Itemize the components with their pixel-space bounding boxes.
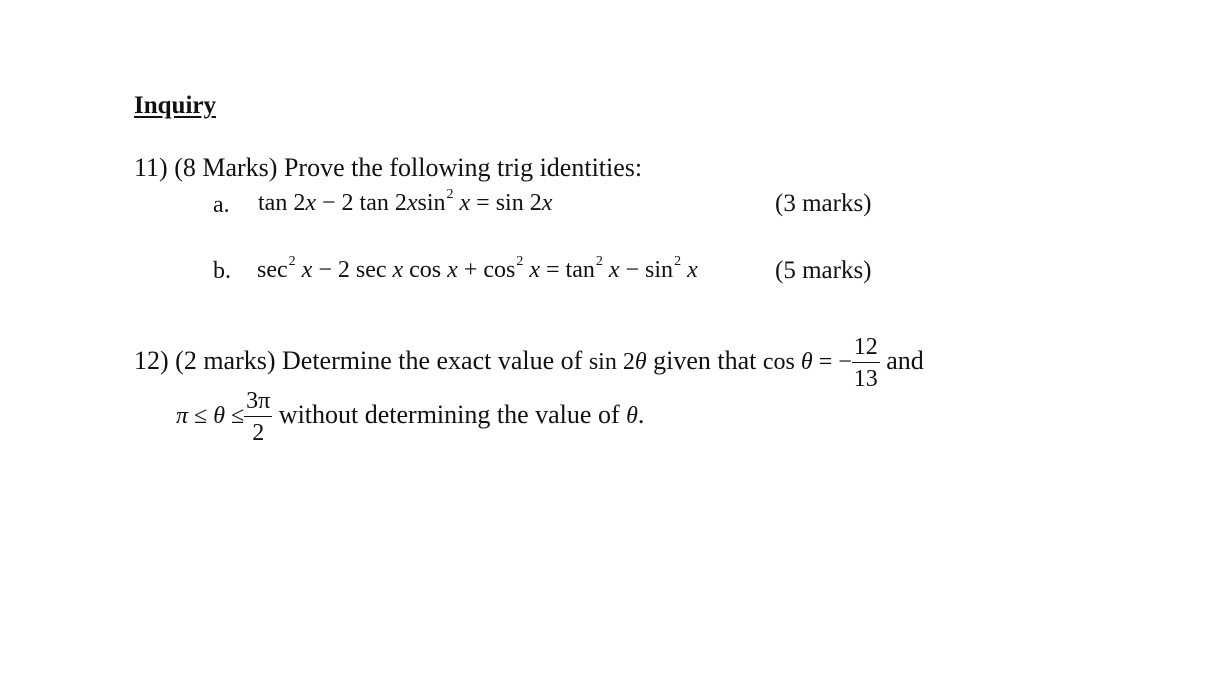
identity-b-var: x — [602, 257, 620, 283]
range-expression — [176, 403, 244, 429]
identity-a-var: x — [305, 190, 316, 216]
part-a-label: a. — [213, 192, 230, 218]
identity-b-text: + cos — [457, 257, 516, 283]
sin-expression-text: sin 2 — [588, 348, 635, 375]
cos-expression-text: cos — [762, 348, 801, 375]
identity-b-text: = tan — [540, 257, 595, 283]
cos-expression — [763, 349, 852, 375]
identity-b-var: x — [392, 257, 404, 283]
identity-a-text: − 2 tan 2 — [315, 190, 407, 216]
range-expression-text: ≤ — [225, 402, 245, 429]
range-fraction — [244, 389, 272, 445]
question-11-text: 11) (8 Marks) Prove the following trig identities: — [134, 153, 643, 182]
given-that-text: given that — [653, 345, 757, 375]
sin-expression — [589, 349, 647, 375]
cos-fraction-numerator: 12 — [852, 335, 880, 363]
range-expression-var: θ — [213, 402, 225, 429]
cos-expression-text: = − — [812, 348, 852, 375]
identity-a-var: x — [406, 190, 418, 216]
range-fraction-numerator: 3π — [244, 389, 272, 417]
identity-b-exponent: 2 — [674, 254, 682, 269]
section-heading: Inquiry — [134, 92, 216, 119]
part-b-label: b. — [213, 258, 231, 284]
and-text: and — [886, 345, 924, 375]
range-expression-text: ≤ — [188, 402, 214, 429]
question-12-prefix: 12) (2 marks) Determine the exact value of — [134, 345, 583, 375]
question-12-text — [134, 335, 924, 391]
identity-b-exponent: 2 — [516, 254, 524, 269]
identity-b-var: x — [295, 257, 313, 283]
part-a-marks: (3 marks) — [775, 190, 872, 217]
identity-a-text: = sin 2 — [470, 190, 542, 216]
identity-a-var: x — [453, 190, 471, 216]
identity-b-text: cos — [403, 257, 448, 283]
part-b-marks: (5 marks) — [775, 257, 872, 284]
identity-b-var: x — [681, 257, 698, 283]
cos-fraction — [852, 335, 880, 391]
identity-b-var: x — [523, 257, 540, 283]
cos-fraction-denominator: 13 — [853, 366, 878, 392]
identity-b — [257, 254, 698, 284]
identity-a-var: x — [541, 190, 553, 216]
identity-b-exponent: 2 — [288, 254, 296, 269]
without-determining-text: without determining the value of — [278, 399, 620, 429]
range-expression-var: π — [176, 402, 189, 429]
identity-a-text: tan 2 — [258, 190, 306, 216]
identity-b-text: sec — [257, 257, 288, 283]
tail-period: . — [637, 399, 645, 429]
identity-a-exponent: 2 — [446, 187, 454, 202]
identity-b-text: − 2 sec — [312, 257, 393, 283]
identity-b-var: x — [447, 257, 458, 283]
tail-theta-var: θ — [626, 402, 638, 429]
theta-range-line — [176, 389, 644, 445]
identity-b-text: − sin — [619, 257, 674, 283]
identity-a-text: sin — [417, 190, 446, 216]
range-fraction-denominator: 2 — [252, 420, 265, 446]
identity-a — [258, 187, 553, 217]
cos-expression-var: θ — [800, 348, 813, 375]
identity-b-exponent: 2 — [595, 254, 603, 269]
sin-expression-var: θ — [634, 348, 647, 375]
